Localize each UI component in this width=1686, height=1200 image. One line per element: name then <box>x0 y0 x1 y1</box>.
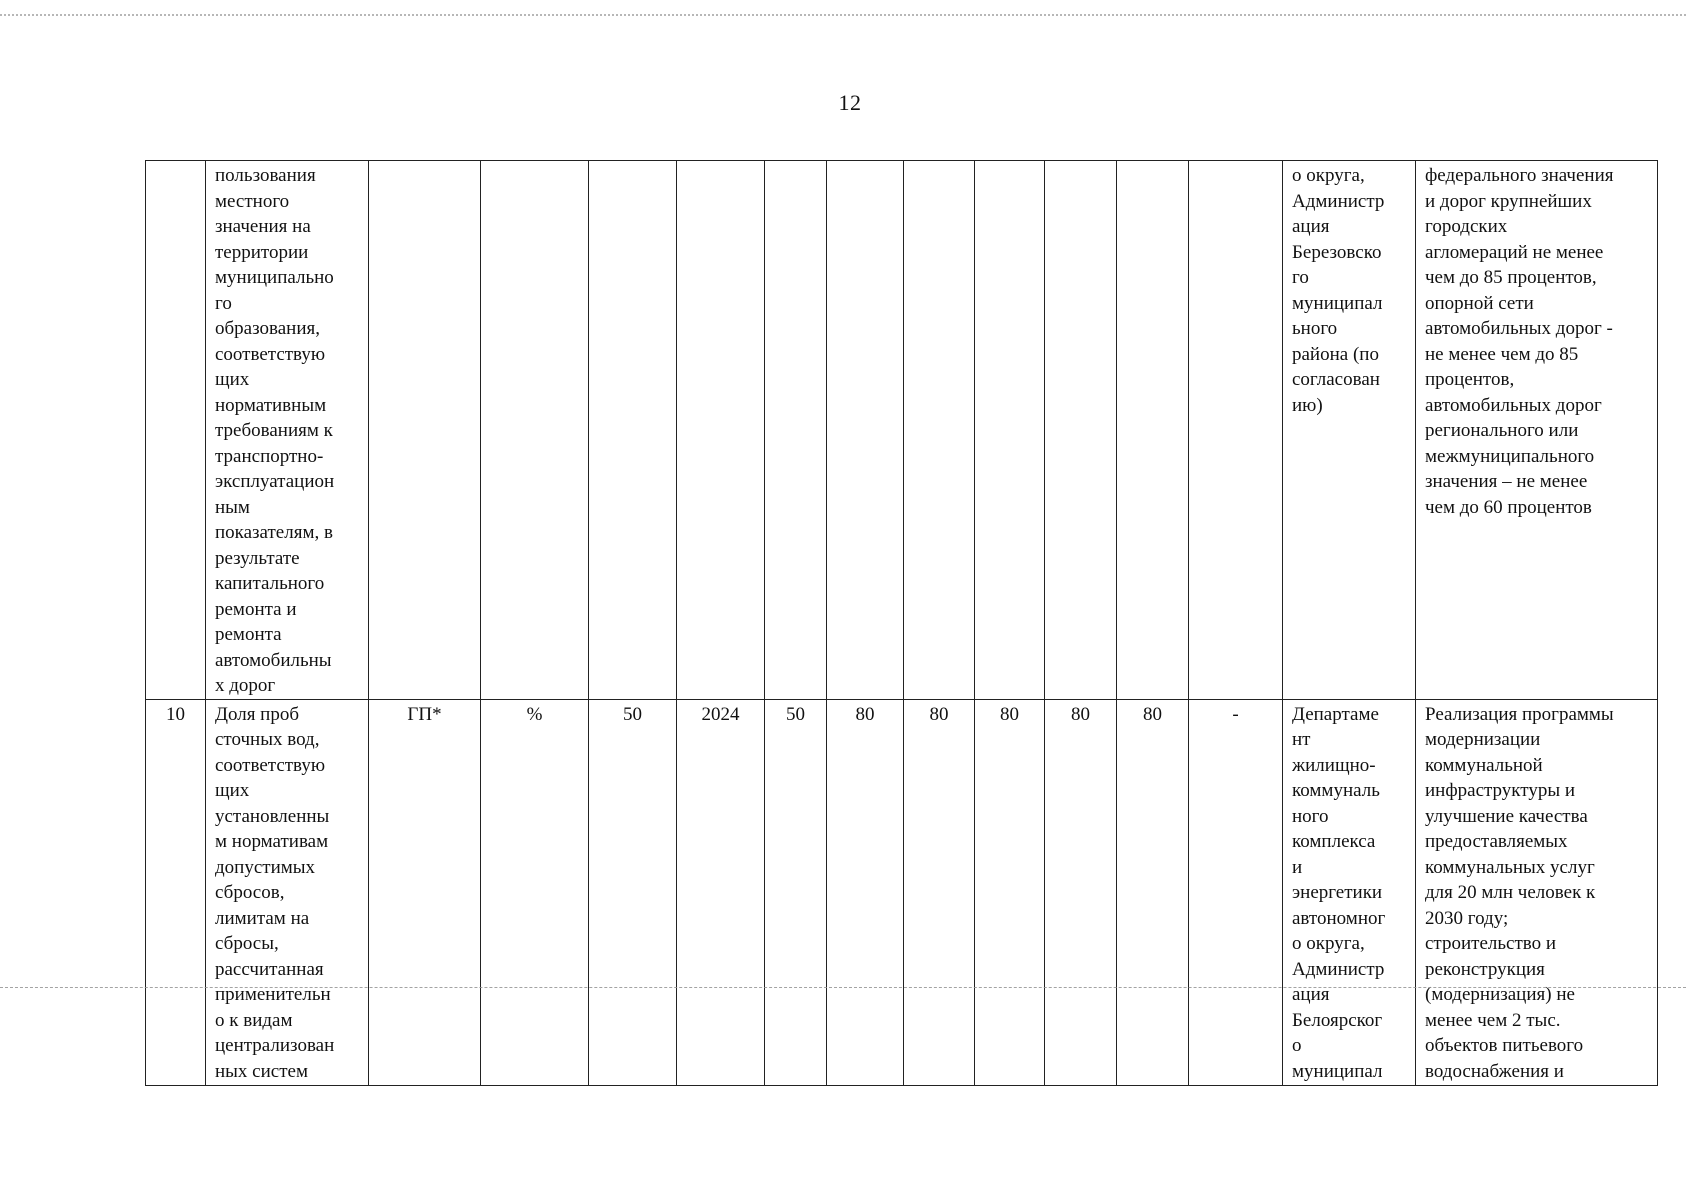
cell-unit: % <box>481 699 589 1085</box>
cell-year-3: 80 <box>904 699 975 1085</box>
table-row-10 <box>146 699 1658 1085</box>
table-row-continuation <box>146 161 1658 700</box>
cell-year-1 <box>765 161 827 700</box>
cell-year-2: 80 <box>827 699 904 1085</box>
cell-extra: - <box>1189 699 1283 1085</box>
cell-unit <box>481 161 589 700</box>
cell-number <box>146 161 206 700</box>
cell-year-5 <box>1045 161 1117 700</box>
cell-base-value <box>589 161 677 700</box>
cell-responsible: Департаме нт жилищно- коммуналь ного комплекса и энергетики автономног о округа, Администр ация Белоярског о муниципал <box>1283 699 1416 1085</box>
cell-indicator: Доля проб сточных вод, соответствую щих установленны м нормативам допустимых сбросов, лимитам на сбросы, рассчитанная применительн о к видам централизован ных систем <box>206 699 369 1085</box>
cell-base-value: 50 <box>589 699 677 1085</box>
cell-year-4 <box>975 161 1045 700</box>
cell-base-year: 2024 <box>677 699 765 1085</box>
page-number: 12 <box>838 90 862 115</box>
indicators-table <box>145 160 1658 1086</box>
scan-artifact-line <box>0 987 1686 988</box>
cell-year-3 <box>904 161 975 700</box>
cell-level: ГП* <box>369 699 481 1085</box>
cell-year-5: 80 <box>1045 699 1117 1085</box>
cell-year-6: 80 <box>1117 699 1189 1085</box>
cell-extra <box>1189 161 1283 700</box>
scan-top-edge <box>0 14 1686 16</box>
cell-year-2 <box>827 161 904 700</box>
cell-level <box>369 161 481 700</box>
cell-base-year <box>677 161 765 700</box>
cell-link: федерального значения и дорог крупнейших городских агломераций не менее чем до 85 процентов, опорной сети автомобильных дорог - не менее чем до 85 процентов, автомобильных дорог регионального или межмуниципального значения – не менее чем до 60 процентов <box>1416 161 1658 700</box>
cell-number: 10 <box>146 699 206 1085</box>
cell-year-4: 80 <box>975 699 1045 1085</box>
cell-indicator: пользования местного значения на территории муниципально го образования, соответствую щих нормативным требованиям к транспортно- эксплуатацион ным показателям, в результате капитального ремонта и ремонта автомобильны х дорог <box>206 161 369 700</box>
cell-year-6 <box>1117 161 1189 700</box>
cell-link: Реализация программы модернизации коммунальной инфраструктуры и улучшение качества предоставляемых коммунальных услуг для 20 млн человек к 2030 году; строительство и реконструкция (модернизация) не менее чем 2 тыс. объектов питьевого водоснабжения и <box>1416 699 1658 1085</box>
cell-year-1: 50 <box>765 699 827 1085</box>
cell-responsible: о округа, Администр ация Березовско го муниципал ьного района (по согласован ию) <box>1283 161 1416 700</box>
